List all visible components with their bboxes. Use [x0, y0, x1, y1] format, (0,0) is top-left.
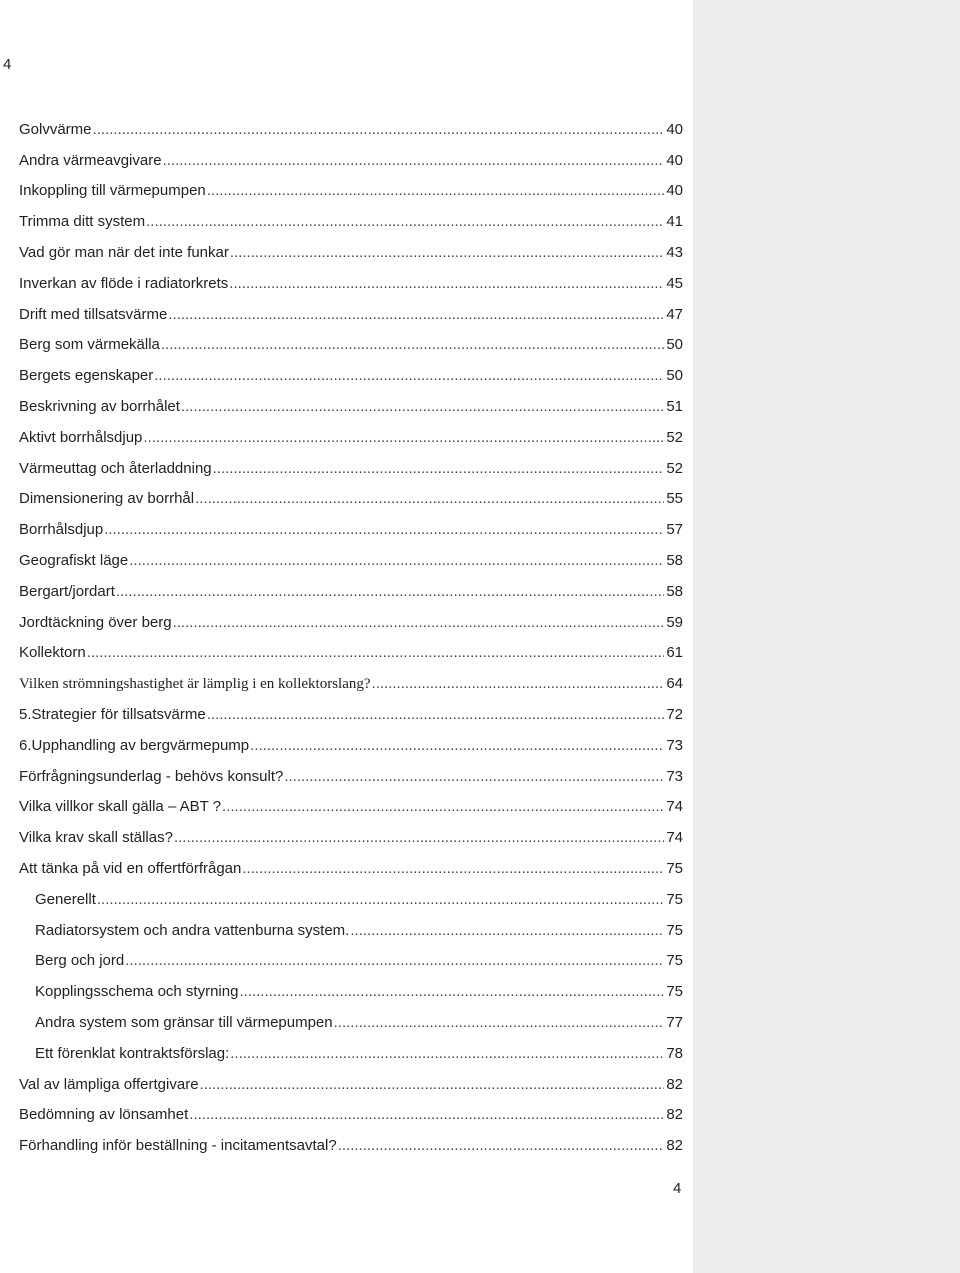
toc-entry[interactable] — [19, 109, 683, 140]
toc-dot-leader — [207, 181, 664, 201]
toc-dot-leader — [116, 582, 664, 602]
toc-entry-title: Att tänka på vid en offertförfrågan — [19, 859, 242, 877]
toc-dot-leader — [222, 797, 664, 817]
toc-entry[interactable] — [19, 140, 683, 171]
toc-dot-leader — [230, 1044, 664, 1064]
toc-entry-title: Jordtäckning över berg — [19, 613, 172, 631]
toc-entry-page: 55 — [666, 490, 683, 508]
toc-entry[interactable] — [19, 1033, 683, 1064]
toc-entry-title: Inkoppling till värmepumpen — [19, 182, 206, 200]
toc-entry-title: Berg och jord — [35, 952, 125, 970]
toc-entry[interactable] — [19, 571, 683, 602]
toc-dot-leader — [239, 982, 664, 1002]
toc-dot-leader — [338, 1136, 664, 1156]
toc-entry-page: 58 — [666, 551, 683, 569]
toc-entry-page: 75 — [666, 921, 683, 939]
toc-entry[interactable] — [19, 879, 683, 910]
toc-entry-page: 75 — [666, 983, 683, 1001]
toc-entry-page: 40 — [666, 182, 683, 200]
toc-entry[interactable] — [19, 1125, 683, 1156]
toc-entry[interactable] — [19, 941, 683, 972]
toc-entry-page: 59 — [666, 613, 683, 631]
toc-dot-leader — [200, 1075, 664, 1095]
toc-entry-title: Andra värmeavgivare — [19, 151, 162, 169]
toc-entry-page: 75 — [666, 952, 683, 970]
toc-entry-page: 47 — [666, 305, 683, 323]
toc-dot-leader — [168, 305, 664, 325]
toc-entry-title: Dimensionering av borrhål — [19, 490, 195, 508]
toc-entry-title: Bedömning av lönsamhet — [19, 1106, 189, 1124]
toc-entry-title: Aktivt borrhålsdjup — [19, 428, 143, 446]
toc-entry[interactable] — [19, 971, 683, 1002]
page-number-bottom: 4 — [673, 1180, 682, 1197]
toc-entry-title: Geografiskt läge — [19, 551, 129, 569]
toc-entry-page: 75 — [666, 859, 683, 877]
toc-dot-leader — [87, 643, 664, 663]
toc-entry-title: Förhandling inför beställning - incitamentsavtal? — [19, 1137, 337, 1155]
toc-entry-page: 77 — [666, 1013, 683, 1031]
toc-entry-page: 50 — [666, 367, 683, 385]
toc-entry-page: 52 — [666, 428, 683, 446]
toc-dot-leader — [242, 859, 664, 879]
toc-entry-title: Beskrivning av borrhålet — [19, 397, 180, 415]
toc-entry-page: 57 — [666, 521, 683, 539]
toc-entry-title: Andra system som gränsar till värmepumpen — [35, 1013, 333, 1031]
toc-entry[interactable] — [19, 787, 683, 818]
toc-entry[interactable] — [19, 694, 683, 725]
toc-entry-title: Ett förenklat kontraktsförslag: — [35, 1044, 230, 1062]
toc-dot-leader — [125, 951, 664, 971]
toc-entry-title: Kollektorn — [19, 644, 86, 662]
toc-dot-leader — [93, 120, 664, 140]
toc-entry-title: Borrhålsdjup — [19, 521, 104, 539]
toc-dot-leader — [173, 613, 664, 633]
toc-entry-page: 74 — [666, 798, 683, 816]
toc-entry[interactable] — [19, 1064, 683, 1095]
toc-entry-page: 58 — [666, 582, 683, 600]
toc-entry-number: 6. — [19, 736, 32, 754]
toc-entry[interactable] — [19, 232, 683, 263]
toc-entry-title: Vilka krav skall ställas? — [19, 829, 173, 847]
toc-entry[interactable] — [19, 355, 683, 386]
toc-entry[interactable] — [19, 633, 683, 664]
toc-entry-title: Bergart/jordart — [19, 582, 115, 600]
toc-entry-title: Berg som värmekälla — [19, 336, 160, 354]
toc-dot-leader — [284, 767, 664, 787]
toc-entry-title: Bergets egenskaper — [19, 367, 154, 385]
toc-dot-leader — [334, 1013, 664, 1033]
toc-dot-leader — [129, 551, 664, 571]
toc-entry-page: 82 — [666, 1075, 683, 1093]
toc-entry-title: Generellt — [35, 890, 96, 908]
toc-entry-page: 82 — [666, 1106, 683, 1124]
toc-entry-page: 40 — [666, 120, 683, 138]
toc-dot-leader — [213, 459, 664, 479]
review-pane — [693, 0, 960, 1273]
toc-entry-page: 64 — [666, 675, 683, 693]
toc-entry-title: Drift med tillsatsvärme — [19, 305, 168, 323]
toc-dot-leader — [207, 705, 664, 725]
toc-dot-leader — [161, 335, 664, 355]
toc-entry-title: Golvvärme — [19, 120, 92, 138]
toc-entry-title: Strategier för tillsatsvärme — [31, 705, 206, 723]
toc-entry-title: Värmeuttag och återladdning — [19, 459, 212, 477]
toc-entry-page: 73 — [666, 736, 683, 754]
toc-entry-number: 5. — [19, 705, 32, 723]
toc-dot-leader — [143, 428, 664, 448]
toc-entry-title: Radiatorsystem och andra vattenburna system. — [35, 921, 350, 939]
toc-dot-leader — [195, 489, 664, 509]
page-number-top: 4 — [3, 56, 12, 73]
toc-entry[interactable] — [19, 910, 683, 941]
toc-dot-leader — [229, 274, 664, 294]
toc-entry[interactable] — [19, 848, 683, 879]
toc-entry-title: Vilka villkor skall gälla – ABT ? — [19, 798, 222, 816]
toc-entry[interactable] — [19, 602, 683, 633]
toc-entry-page: 78 — [666, 1044, 683, 1062]
toc-entry-title: Inverkan av flöde i radiatorkrets — [19, 274, 229, 292]
toc-entry-title: Vad gör man när det inte funkar — [19, 243, 229, 261]
toc-entry[interactable] — [19, 1095, 683, 1126]
toc-entry-title: Vilken strömningshastighet är lämplig i en kollektorslang? — [19, 676, 371, 693]
toc-entry[interactable] — [19, 725, 683, 756]
toc-dot-leader — [97, 890, 664, 910]
toc-entry-page: 74 — [666, 829, 683, 847]
toc-entry-page: 72 — [666, 705, 683, 723]
toc-entry-page: 41 — [666, 213, 683, 231]
toc-dot-leader — [230, 243, 664, 263]
toc-dot-leader — [163, 151, 664, 171]
toc-entry-title: Trimma ditt system — [19, 213, 146, 231]
toc-dot-leader — [372, 674, 664, 694]
toc-entry-page: 75 — [666, 890, 683, 908]
toc-dot-leader — [146, 212, 664, 232]
toc-entry-page: 82 — [666, 1137, 683, 1155]
toc-dot-leader — [174, 828, 664, 848]
toc-entry-title: Kopplingsschema och styrning — [35, 983, 239, 1001]
toc-entry[interactable] — [19, 171, 683, 202]
toc-entry[interactable] — [19, 417, 683, 448]
toc-dot-leader — [189, 1105, 664, 1125]
toc-entry-page: 51 — [666, 397, 683, 415]
toc-entry-page: 73 — [666, 767, 683, 785]
toc-entry-title: Förfrågningsunderlag - behövs konsult? — [19, 767, 284, 785]
toc-entry-page: 61 — [666, 644, 683, 662]
toc-entry[interactable] — [19, 1002, 683, 1033]
toc-entry-page: 52 — [666, 459, 683, 477]
toc-entry[interactable] — [19, 386, 683, 417]
toc-entry-page: 50 — [666, 336, 683, 354]
toc-entry[interactable] — [19, 263, 683, 294]
toc-dot-leader — [181, 397, 664, 417]
toc-dot-leader — [154, 366, 664, 386]
toc-entry-title: Val av lämpliga offertgivare — [19, 1075, 199, 1093]
toc-entry[interactable] — [19, 509, 683, 540]
toc-entry-page: 40 — [666, 151, 683, 169]
toc-dot-leader — [104, 520, 664, 540]
table-of-contents — [19, 109, 683, 1156]
toc-entry[interactable] — [19, 325, 683, 356]
toc-entry[interactable] — [19, 479, 683, 510]
toc-entry-title: Upphandling av bergvärmepump — [31, 736, 250, 754]
toc-entry[interactable] — [19, 663, 683, 694]
toc-entry[interactable] — [19, 817, 683, 848]
toc-entry[interactable] — [19, 201, 683, 232]
toc-dot-leader — [250, 736, 664, 756]
toc-dot-leader — [350, 921, 664, 941]
toc-entry[interactable] — [19, 448, 683, 479]
toc-entry[interactable] — [19, 540, 683, 571]
toc-entry-page: 45 — [666, 274, 683, 292]
toc-entry-page: 43 — [666, 243, 683, 261]
toc-entry[interactable] — [19, 294, 683, 325]
toc-entry[interactable] — [19, 756, 683, 787]
